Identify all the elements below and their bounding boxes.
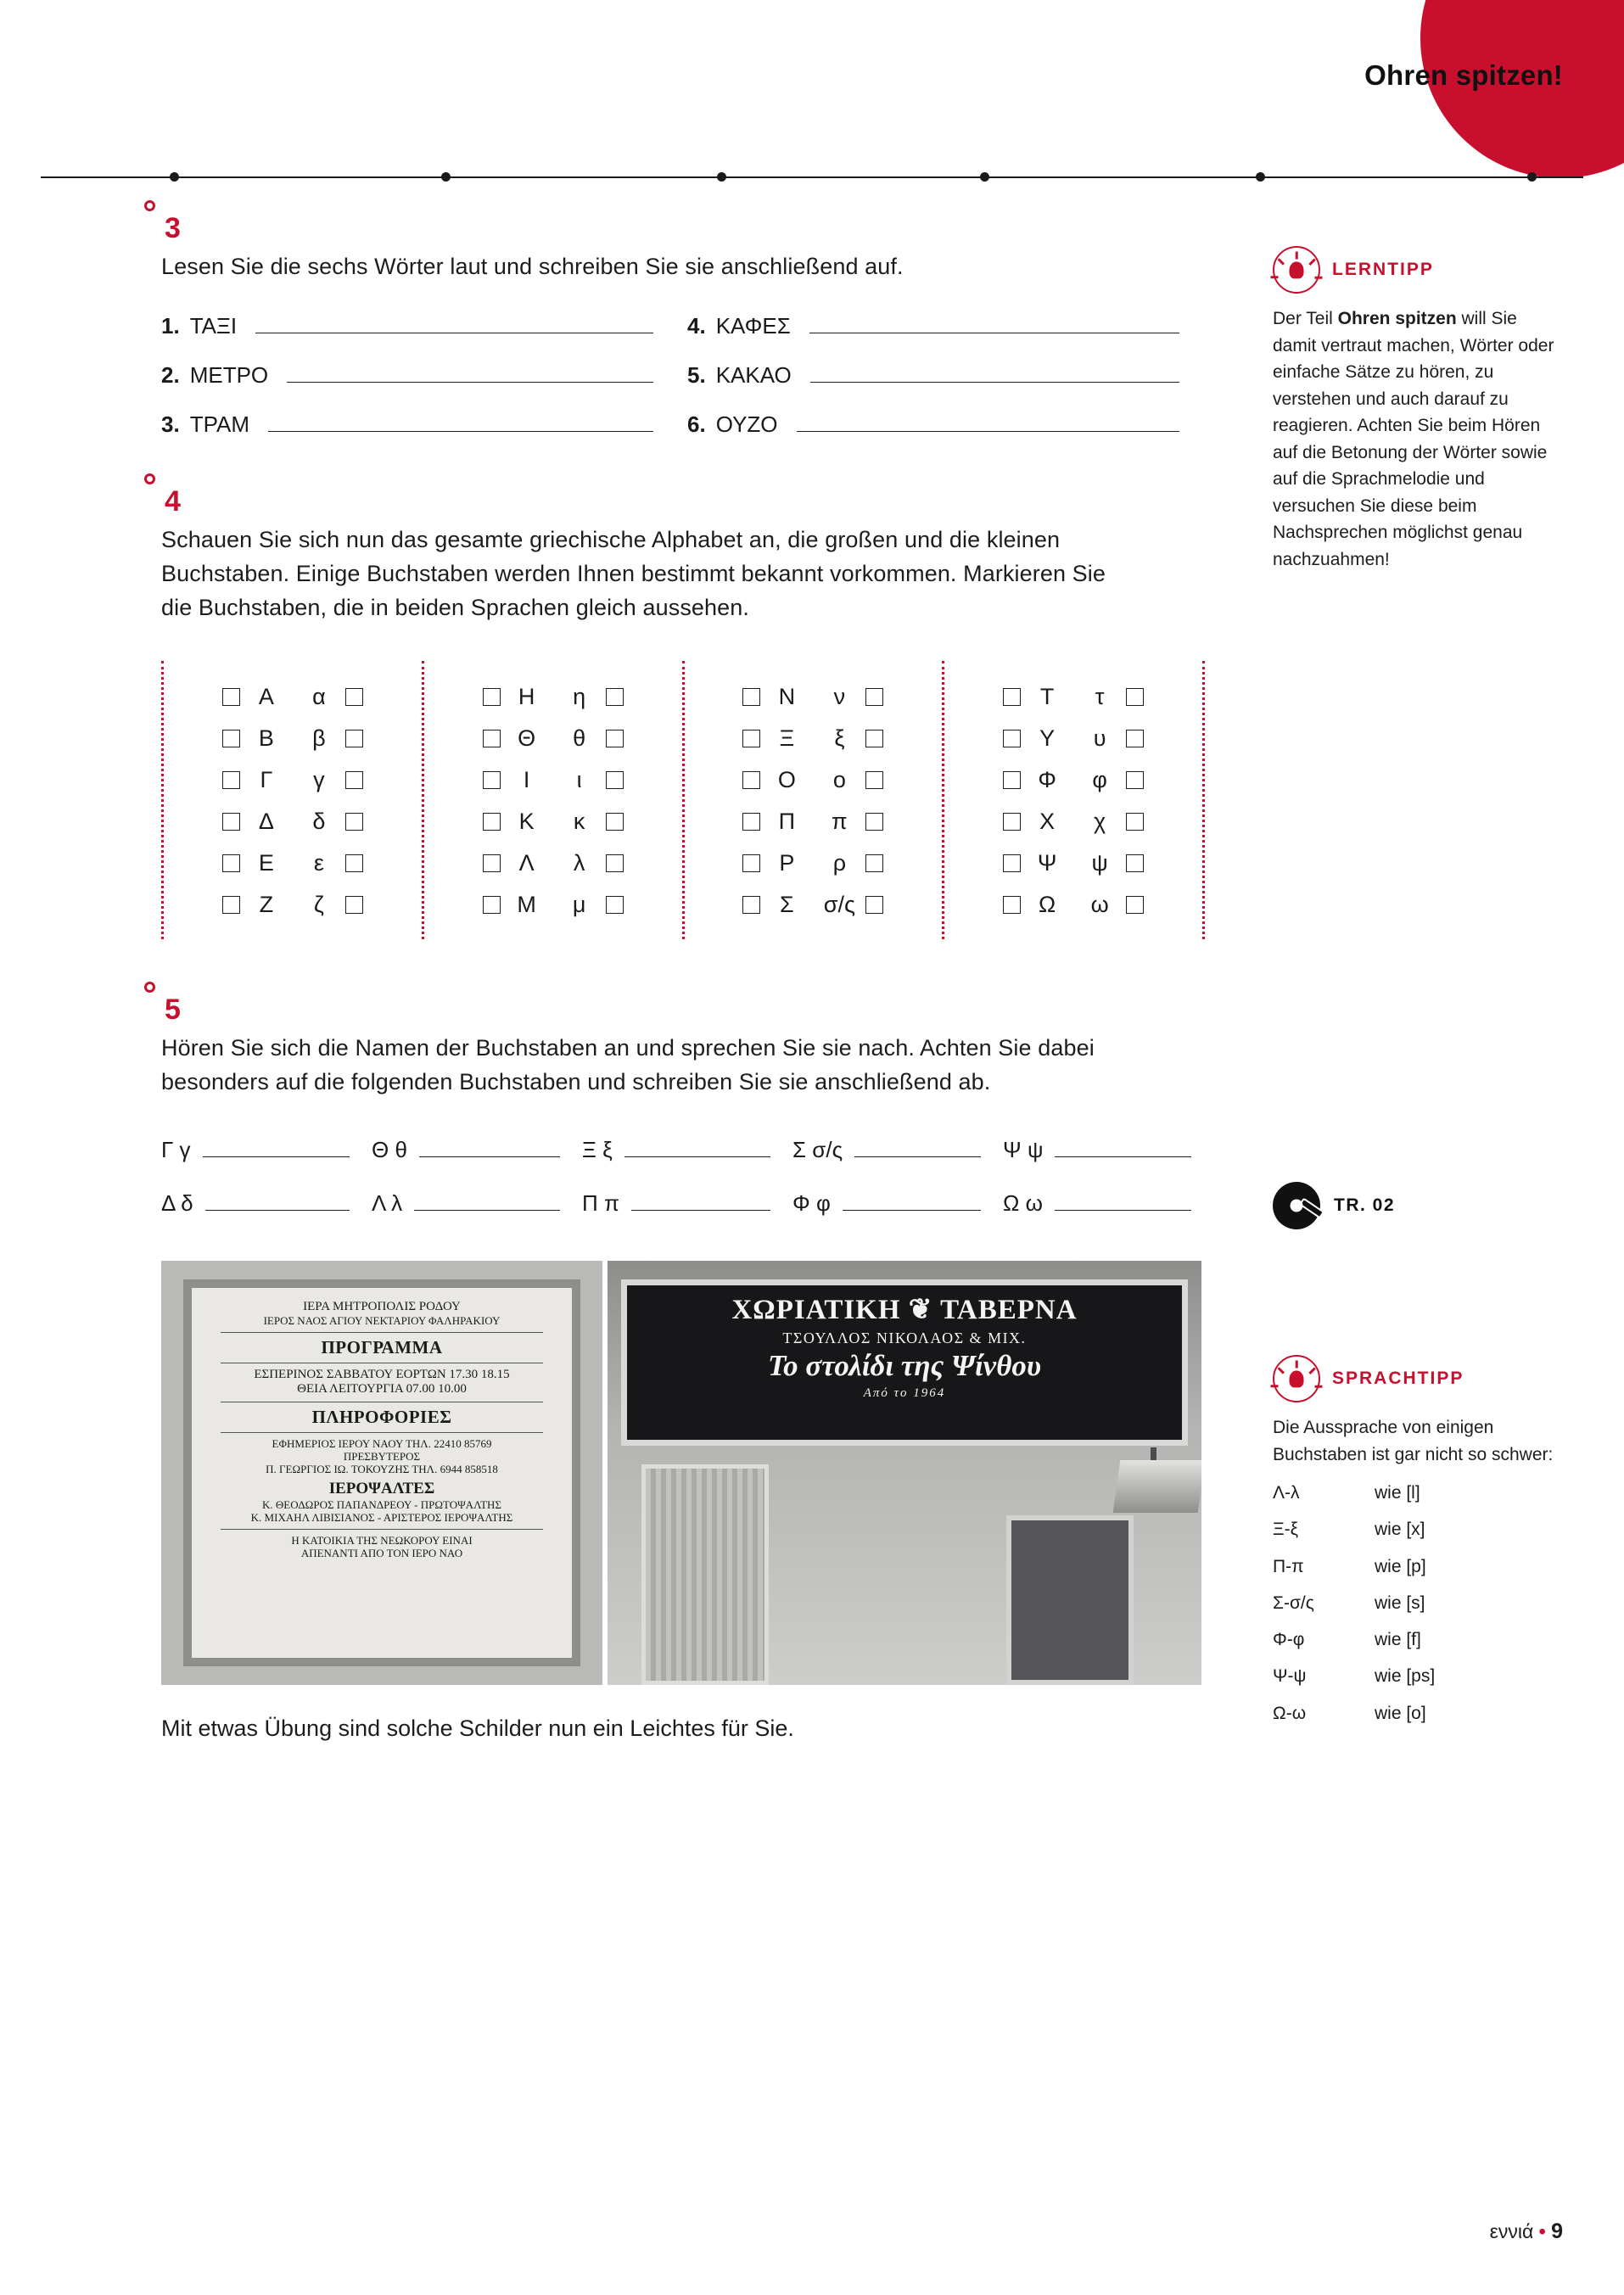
pronunciation-letter: Π-π [1273,1556,1304,1576]
letter-lowercase: σ/ς [823,891,855,917]
letter-pair: Φ φ [792,1189,831,1216]
greek-alphabet-table [161,661,1205,939]
pronunciation-letter: Φ-φ [1273,1630,1305,1650]
checkbox-uppercase[interactable] [222,688,240,706]
alphabet-column-3 [682,661,945,939]
sign-line: ΙΕΡΑ ΜΗΤΡΟΠΟΛΙΣ ΡΟΔΟΥ [303,1299,461,1313]
checkbox-uppercase[interactable] [222,730,240,747]
word-item [161,313,687,339]
letter-write-line[interactable] [205,1195,350,1211]
header-divider-dot [170,172,179,182]
page-header-title: Ohren spitzen! [1364,59,1563,91]
letter-lowercase: π [832,808,848,834]
word-write-line[interactable] [809,316,1179,333]
letter-uppercase: Α [258,683,274,709]
exercise-marker-ring [144,473,155,484]
audio-track-marker[interactable] [1273,1182,1565,1229]
exercise-3-instruction: Lesen Sie die sechs Wörter laut und schreiben Sie sie anschließend auf. [161,254,904,279]
checkbox-uppercase[interactable] [742,730,760,747]
letter-practice-item [372,1137,582,1163]
alphabet-column-1 [161,661,424,939]
checkbox-uppercase[interactable] [1003,813,1021,831]
pronunciation-row [1273,1702,1565,1725]
page-footer [1490,2219,1563,2244]
letter-practice-item [792,1137,1003,1163]
sign-line: ΕΣΠΕΡΙΝΟΣ ΣΑΒΒΑΤΟΥ ΕΟΡΤΩΝ 17.30 18.15 [254,1367,510,1381]
exercise-5-number [165,994,1213,1027]
alphabet-row [164,884,422,926]
main-content-column [161,212,1213,1742]
word-write-line[interactable] [287,365,653,383]
letter-uppercase: Ι [523,766,530,792]
photo-taverna-sign [608,1261,1201,1685]
letter-uppercase: Ξ [779,725,795,751]
letter-lowercase: θ [573,725,586,751]
letter-pair: Λ λ [372,1189,403,1216]
pronunciation-row [1273,1518,1565,1541]
letter-lowercase: ω [1090,891,1109,917]
letter-lowercase: κ [573,808,585,834]
alphabet-row [685,718,943,759]
checkbox-lowercase[interactable] [865,688,883,706]
letter-lowercase: μ [572,891,586,917]
letter-pair: Π π [582,1189,619,1216]
word-greek: ΤΡΑΜ [189,411,249,437]
pronunciation-letter: Ω-ω [1273,1703,1307,1723]
checkbox-uppercase[interactable] [742,688,760,706]
sign-divider [221,1529,543,1530]
word-index: 3. [161,411,180,437]
checkbox-lowercase[interactable] [606,771,624,789]
sprachtipp-header [1273,1355,1565,1402]
church-sign-text [183,1279,580,1666]
checkbox-uppercase[interactable] [742,813,760,831]
pronunciation-sound: wie [o] [1375,1703,1426,1723]
header-divider-dot [717,172,726,182]
checkbox-lowercase[interactable] [1126,771,1144,789]
alphabet-row [164,842,422,884]
letter-lowercase: δ [312,808,326,834]
alphabet-row [685,884,943,926]
letter-write-line[interactable] [624,1141,770,1157]
alphabet-row [944,884,1202,926]
letter-uppercase: Ε [258,849,274,876]
letter-pair: Ξ ξ [582,1136,613,1162]
exercise-5-number-text: 5 [165,993,181,1026]
pronunciation-row [1273,1628,1565,1651]
letter-lowercase: ψ [1091,849,1108,876]
letter-lowercase: β [312,725,326,751]
sign-line: ΑΠΕΝΑΝΤΙ ΑΠΟ ΤΟΝ ΙΕΡΟ ΝΑΟ [300,1547,463,1560]
alphabet-row [164,718,422,759]
word-write-line[interactable] [255,316,653,333]
pronunciation-sound: wie [ps] [1375,1666,1436,1687]
checkbox-uppercase[interactable] [483,688,501,706]
sign-divider [221,1432,543,1433]
checkbox-uppercase[interactable] [1003,771,1021,789]
checkbox-lowercase[interactable] [606,730,624,747]
checkbox-uppercase[interactable] [1003,896,1021,914]
word-write-line[interactable] [268,414,653,432]
word-greek: ΤΑΞΙ [189,312,238,339]
word-item [161,362,687,389]
exercise-marker-ring [144,200,155,211]
letter-write-line[interactable] [419,1141,560,1157]
letter-lowercase: τ [1095,683,1105,709]
pronunciation-row [1273,1481,1565,1504]
letter-uppercase: Ζ [259,891,274,917]
alphabet-row [164,801,422,842]
checkbox-uppercase[interactable] [222,896,240,914]
word-item [687,411,1213,438]
alphabet-row [424,884,682,926]
taverna-line: ΧΩΡΙΑΤΙΚΗ ❦ ΤΑΒΕΡΝΑ [731,1294,1078,1325]
word-item [687,313,1213,339]
lerntipp-text [1273,305,1565,573]
checkbox-lowercase[interactable] [1126,896,1144,914]
checkbox-lowercase[interactable] [606,688,624,706]
checkbox-lowercase[interactable] [865,854,883,872]
pronunciation-sound: wie [f] [1375,1630,1421,1650]
letter-pair: Ψ ψ [1003,1136,1044,1162]
taverna-line: Από το 1964 [863,1385,946,1400]
letter-pair: Ω ω [1003,1189,1043,1216]
pronunciation-row [1273,1555,1565,1578]
word-index: 2. [161,361,180,388]
pronunciation-row [1273,1592,1565,1615]
lerntipp-label: LERNTIPP [1332,260,1434,279]
letter-uppercase: Κ [518,808,535,834]
sign-heading: ΠΛΗΡΟΦΟΡΙΕΣ [311,1406,452,1427]
word-index: 4. [687,312,706,339]
checkbox-uppercase[interactable] [222,854,240,872]
checkbox-lowercase[interactable] [345,730,363,747]
word-item [687,362,1213,389]
checkbox-lowercase[interactable] [345,813,363,831]
checkbox-lowercase[interactable] [865,771,883,789]
checkbox-uppercase[interactable] [742,771,760,789]
letter-lowercase: ζ [313,891,324,917]
checkbox-uppercase[interactable] [222,771,240,789]
alphabet-column-4 [942,661,1205,939]
checkbox-uppercase[interactable] [1003,730,1021,747]
alphabet-row [685,759,943,801]
taverna-curtain [641,1464,769,1685]
taverna-door [1006,1515,1134,1685]
word-greek: ΚΑΦΕΣ [715,312,791,339]
letter-practice-item [582,1190,792,1217]
pronunciation-letter: Σ-σ/ς [1273,1593,1314,1613]
header-divider-dot [980,172,989,182]
audio-cd-icon [1273,1182,1320,1229]
alphabet-row [164,676,422,718]
letter-lowercase: υ [1093,725,1106,751]
pronunciation-letter: Ψ-ψ [1273,1666,1307,1687]
checkbox-lowercase[interactable] [606,854,624,872]
exercise-3-number-text: 3 [165,212,181,244]
letter-practice-item [1003,1190,1213,1217]
checkbox-lowercase[interactable] [345,896,363,914]
letter-uppercase: Τ [1039,683,1055,709]
checkbox-uppercase[interactable] [742,854,760,872]
exercise-4-number [165,485,1213,518]
letter-write-line[interactable] [843,1195,981,1211]
letter-write-line[interactable] [1055,1195,1191,1211]
letter-practice-item [372,1190,582,1217]
letter-uppercase: Φ [1038,766,1056,792]
sidebar-column [1273,246,1565,1725]
letter-write-line[interactable] [631,1195,770,1211]
sign-line: Κ. ΘΕΟΔΩΡΟΣ ΠΑΠΑΝΔΡΕΟΥ - ΠΡΩΤΟΨΑΛΤΗΣ [262,1498,501,1512]
pronunciation-sound: wie [l] [1375,1483,1420,1503]
word-greek: ΜΕΤΡΟ [189,361,269,388]
word-index: 6. [687,411,706,437]
alphabet-row [944,759,1202,801]
exercise-5-letters-grid [161,1137,1213,1217]
letter-lowercase: ν [833,683,846,709]
letter-pair: Θ θ [372,1136,407,1162]
letter-uppercase: Λ [518,849,535,876]
footer-greek-number: εννιά [1489,2220,1534,2242]
letter-uppercase: Θ [518,725,536,751]
letter-uppercase: Β [258,725,274,751]
alphabet-row [424,676,682,718]
pronunciation-row [1273,1665,1565,1688]
header-divider-dot [441,172,451,182]
footer-dot: • [1538,2220,1546,2242]
checkbox-uppercase[interactable] [222,813,240,831]
letter-uppercase: Ρ [779,849,795,876]
header-divider-dot [1256,172,1265,182]
letter-pair: Γ γ [161,1136,191,1162]
letter-lowercase: η [573,683,586,709]
checkbox-uppercase[interactable] [483,854,501,872]
exercise-5 [161,994,1213,1217]
word-index: 5. [687,361,706,388]
letter-uppercase: Γ [260,766,273,792]
sign-line: Π. ΓΕΩΡΓΙΟΣ ΙΩ. ΤΟΚΟΥΖΗΣ ΤΗΛ. 6944 858518 [266,1463,498,1476]
lerntipp-header [1273,246,1565,294]
pronunciation-letter: Λ-λ [1273,1483,1300,1503]
exercise-3-word-grid [161,313,1213,438]
alphabet-row [944,718,1202,759]
lerntipp-text-after: will Sie damit vertraut machen, Wörter oder einfache Sätze zu hören, zu verstehen und auch darauf zu reagieren. Achten Sie beim Hören auf die Betonung der Wörter sowie auf die Sprachmelodie und versuchen Sie diese beim Nachsprechen möglichst genau nachzuahmen! [1273,309,1554,569]
letter-uppercase: Υ [1039,725,1056,751]
exercise-3-number [165,212,1213,245]
checkbox-uppercase[interactable] [483,730,501,747]
checkbox-lowercase[interactable] [345,771,363,789]
sign-line: ΠΡΕΣΒΥΤΕΡΟΣ [343,1449,421,1463]
checkbox-uppercase[interactable] [483,771,501,789]
letter-lowercase: ο [832,766,846,792]
lerntipp-text-bold: Ohren spitzen [1337,309,1457,328]
letter-uppercase: Π [778,808,796,834]
word-write-line[interactable] [797,414,1179,432]
pronunciation-letter: Ξ-ξ [1273,1520,1299,1540]
letter-uppercase: Χ [1039,808,1056,834]
letter-uppercase: Ψ [1037,849,1057,876]
alphabet-row [424,718,682,759]
header-divider-dot [1527,172,1537,182]
alphabet-row [424,801,682,842]
sign-heading: ΙΕΡΟΨΑΛΤΕΣ [328,1479,435,1497]
lerntipp-text-before: Der Teil [1273,309,1338,328]
page-number: 9 [1551,2219,1563,2243]
checkbox-lowercase[interactable] [1126,730,1144,747]
word-greek: ΚΑΚΑΟ [715,361,792,388]
checkbox-uppercase[interactable] [1003,688,1021,706]
letter-write-line[interactable] [854,1141,981,1157]
letter-lowercase: ξ [834,725,845,751]
letter-uppercase: Δ [258,808,274,834]
checkbox-lowercase[interactable] [865,896,883,914]
letter-practice-item [1003,1137,1213,1163]
letter-practice-item [161,1190,372,1217]
lightbulb-icon [1273,246,1320,294]
letter-pair: Δ δ [161,1189,193,1216]
photo-church-sign [161,1261,602,1685]
letter-lowercase: λ [573,849,585,876]
alphabet-row [944,676,1202,718]
checkbox-uppercase[interactable] [483,813,501,831]
alphabet-row [944,801,1202,842]
exercise-4-instruction: Schauen Sie sich nun das gesamte griechische Alphabet an, die großen und die kleinen Buchstaben. Einige Buchstaben werden Ihnen bestimmt bekannt vorkommen. Markieren Sie die Buchstaben, die in beiden Sprachen gleich aussehen. [161,526,1106,620]
lightbulb-icon [1273,1355,1320,1402]
word-write-line[interactable] [810,365,1179,383]
letter-uppercase: Μ [517,891,536,917]
pronunciation-sound: wie [x] [1375,1520,1425,1540]
word-index: 1. [161,312,180,339]
checkbox-lowercase[interactable] [865,813,883,831]
checkbox-lowercase[interactable] [345,688,363,706]
checkbox-lowercase[interactable] [345,854,363,872]
sprachtipp-box [1273,1355,1565,1725]
letter-uppercase: Ω [1039,891,1056,917]
sign-divider [221,1332,543,1333]
checkbox-uppercase[interactable] [742,896,760,914]
checkbox-uppercase[interactable] [1003,854,1021,872]
alphabet-row [424,759,682,801]
lerntipp-box [1273,246,1565,573]
letter-uppercase: Ο [777,766,796,792]
letter-write-line[interactable] [203,1141,350,1157]
alphabet-row [424,842,682,884]
closing-sentence: Mit etwas Übung sind solche Schilder nun ein Leichtes für Sie. [161,1715,794,1741]
letter-pair: Σ σ/ς [792,1136,843,1162]
word-item [161,411,687,438]
taverna-sign-board [621,1279,1188,1446]
sign-line: ΘΕΙΑ ΛΕΙΤΟΥΡΓΙΑ 07.00 10.00 [297,1382,467,1397]
letter-uppercase: Ν [778,683,796,709]
sign-line: Κ. ΜΙΧΑΗΛ ΛΙΒΙΣΙΑΝΟΣ - ΑΡΙΣΤΕΡΟΣ ΙΕΡΟΨΑΛΤΗΣ [250,1511,513,1525]
sign-line: Η ΚΑΤΟΙΚΙΑ ΤΗΣ ΝΕΩΚΟΡΟΥ ΕΙΝΑΙ [291,1533,473,1547]
letter-lowercase: γ [313,766,325,792]
exercise-4-number-text: 4 [165,484,181,518]
alphabet-row [164,759,422,801]
alphabet-row [685,801,943,842]
alphabet-row [685,842,943,884]
exercise-5-instruction: Hören Sie sich die Namen der Buchstaben an und sprechen Sie sie nach. Achten Sie dabei besonders auf die folgenden Buchstaben und schreiben Sie sie anschließend ab. [161,1034,1095,1094]
checkbox-uppercase[interactable] [483,896,501,914]
audio-track-label: TR. 02 [1334,1195,1396,1215]
checkbox-lowercase[interactable] [1126,854,1144,872]
taverna-line: Το στολίδι της Ψίνθου [767,1348,1042,1382]
letter-write-line[interactable] [414,1195,560,1211]
letter-lowercase: χ [1094,808,1106,834]
letter-lowercase: ρ [832,849,847,876]
sprachtipp-intro: Die Aussprache von einigen Buchstaben ist gar nicht so schwer: [1273,1418,1554,1464]
header-divider-rule [41,176,1583,178]
letter-uppercase: Σ [780,891,794,917]
checkbox-lowercase[interactable] [606,896,624,914]
sprachtipp-label: SPRACHTIPP [1332,1369,1464,1388]
letter-lowercase: ι [576,766,582,792]
alphabet-column-2 [422,661,685,939]
letter-practice-item [582,1137,792,1163]
letter-lowercase: ε [313,849,324,876]
alphabet-row [685,676,943,718]
letter-write-line[interactable] [1055,1141,1191,1157]
pronunciation-sound: wie [s] [1375,1593,1425,1613]
photo-strip [161,1261,1213,1685]
pronunciation-sound: wie [p] [1375,1556,1426,1576]
letter-lowercase: α [312,683,326,709]
letter-practice-item [792,1190,1003,1217]
letter-uppercase: Η [518,683,535,709]
sign-heading: ΠΡΟΓΡΑΜΜΑ [321,1336,443,1357]
checkbox-lowercase[interactable] [1126,688,1144,706]
exercise-4 [161,485,1213,939]
letter-practice-item [161,1137,372,1163]
alphabet-row [944,842,1202,884]
checkbox-lowercase[interactable] [865,730,883,747]
exercise-marker-ring [144,982,155,993]
word-greek: ΟΥΖΟ [715,411,778,437]
exercise-3 [161,212,1213,438]
checkbox-lowercase[interactable] [1126,813,1144,831]
letter-lowercase: φ [1092,766,1107,792]
sign-line: ΕΦΗΜΕΡΙΟΣ ΙΕΡΟΥ ΝΑΟΥ ΤΗΛ. 22410 85769 [272,1436,492,1450]
taverna-line: ΤΣΟΥΛΛΟΣ ΝΙΚΟΛΑΟΣ & ΜΙΧ. [782,1329,1027,1346]
taverna-awning [1113,1460,1201,1513]
checkbox-lowercase[interactable] [606,813,624,831]
sign-line: ΙΕΡΟΣ ΝΑΟΣ ΑΓΙΟΥ ΝΕΚΤΑΡΙΟΥ ΦΑΛΗΡΑΚΙΟΥ [263,1314,501,1328]
